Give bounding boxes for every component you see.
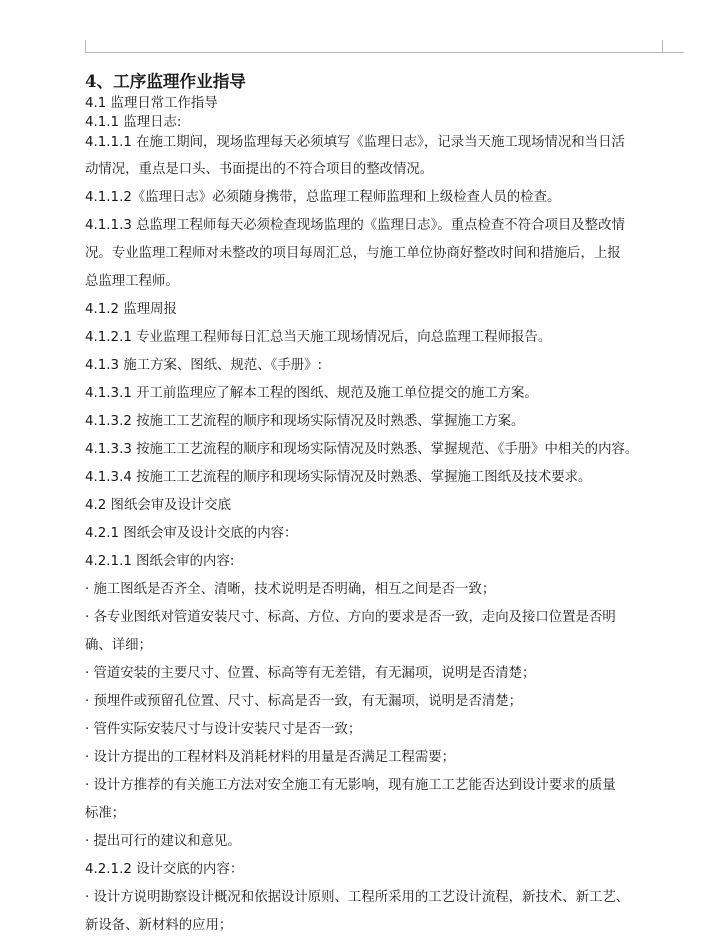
text-line: 4.2 图纸会审及设计交底 — [85, 498, 232, 513]
list-item: · 各专业图纸对管道安装尺寸、标高、方位、方向的要求是否一致，走向及接口位置是否明 — [85, 610, 616, 625]
list-item: · 设计方说明勘察设计概况和依据设计原则、工程所采用的工艺设计流程，新技术、新工艺、 — [85, 890, 630, 905]
text-line: 4.2.1.1 图纸会审的内容: — [85, 554, 235, 569]
list-item-continuation: 确、详细； — [85, 638, 152, 653]
list-item: · 预埋件或预留孔位置、尺寸、标高是否一致，有无漏项，说明是否清楚； — [85, 694, 523, 709]
text-line: 4.1.1.1 在施工期间，现场监理每天必须填写《监理日志》，记录当天施工现场情况和当日活 — [85, 135, 625, 150]
text-line: 4.1.1.3 总监理工程师每天必须检查现场监理的《监理日志》。重点检查不符合项目及整改情 — [85, 218, 625, 233]
text-line: 4.1.2.1 专业监理工程师每日汇总当天施工现场情况后，向总监理工程师报告。 — [85, 330, 552, 345]
page-top-rule — [85, 52, 663, 53]
text-line: 4.2.1.2 设计交底的内容： — [85, 862, 244, 877]
text-line: 4.1.3.3 按施工工艺流程的顺序和现场实际情况及时熟悉、掌握规范、《手册》中相关的内容。 — [85, 442, 639, 457]
corner-mark-right-tick — [662, 52, 684, 53]
text-line: 4.1 监理日常工作指导 — [85, 96, 218, 111]
text-line: 4.2.1 图纸会审及设计交底的内容： — [85, 526, 298, 541]
text-line: 4.1.3 施工方案、图纸、规范、《手册》: — [85, 358, 322, 373]
list-item: · 设计方提出的工程材料及消耗材料的用量是否满足工程需要； — [85, 750, 456, 765]
text-line: 4.1.1.2《监理日志》必须随身携带，总监理工程师监理和上级检查人员的检查。 — [85, 190, 561, 205]
text-line: 况。专业监理工程师对未整改的项目每周汇总，与施工单位协商好整改时间和措施后，上报 — [85, 246, 621, 261]
text-line: 动情况，重点是口头、书面提出的不符合项目的整改情况。 — [85, 162, 434, 177]
text-line: 4.1.3.1 开工前监理应了解本工程的图纸、规范及施工单位提交的施工方案。 — [85, 386, 538, 401]
text-line: 4.1.1 监理日志: — [85, 115, 182, 130]
list-item: · 管件实际安装尺寸与设计安装尺寸是否一致； — [85, 722, 362, 737]
list-item: · 提出可行的建议和意见。 — [85, 834, 241, 849]
section-heading: 4、工序监理作业指导 — [85, 71, 246, 91]
text-line: 4.1.3.4 按施工工艺流程的顺序和现场实际情况及时熟悉、掌握施工图纸及技术要求。 — [85, 470, 592, 485]
list-item: · 施工图纸是否齐全、清晰，技术说明是否明确，相互之间是否一致； — [85, 582, 496, 597]
list-item-continuation: 标准； — [85, 806, 126, 821]
corner-mark-top-left — [85, 40, 86, 53]
text-line: 4.1.2 监理周报 — [85, 302, 177, 317]
list-item-continuation: 新设备、新材料的应用； — [85, 918, 233, 933]
list-item: · 设计方推荐的有关施工方法对安全施工有无影响，现有施工工艺能否达到设计要求的质量 — [85, 778, 616, 793]
text-line: 4.1.3.2 按施工工艺流程的顺序和现场实际情况及时熟悉、掌握施工方案。 — [85, 414, 525, 429]
list-item: · 管道安装的主要尺寸、位置、标高等有无差错，有无漏项，说明是否清楚； — [85, 666, 536, 681]
text-line: 总监理工程师。 — [85, 274, 179, 289]
